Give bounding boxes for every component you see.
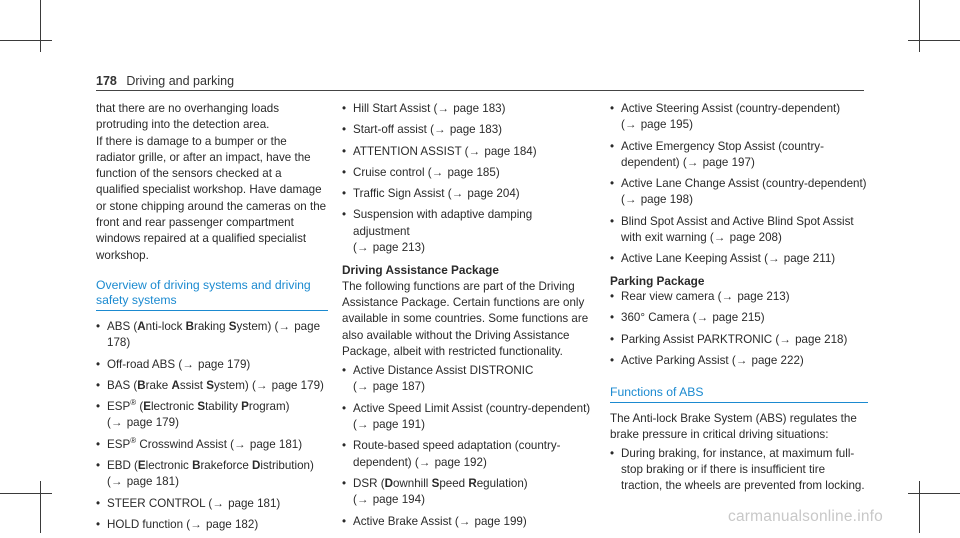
- paragraph: The following functions are part of the Driving Assistance Package. Certain functions are only available in some countries. Some functions are also available without the Driving Assistance Package, albeit with restricted functionality.: [342, 279, 589, 358]
- list-item: • Cruise control (→ page 185): [342, 165, 592, 181]
- list-item: • Parking Assist PARKTRONIC (→ page 218): [610, 332, 868, 348]
- page-ref-link[interactable]: page 179: [198, 357, 247, 371]
- list-item: • Active Speed Limit Assist (country-dependent) (→ page 191): [342, 401, 592, 434]
- list-item: • 360° Camera (→ page 215): [610, 310, 868, 326]
- page-ref-link[interactable]: page 182: [205, 517, 255, 531]
- arrow-icon: →: [212, 496, 224, 510]
- list-item: • During braking, for instance, at maximum full-stop braking or if there is insufficient tire traction, the wheels are prevented from locking.: [610, 446, 868, 495]
- paragraph: that there are no overhanging loads protruding into the detection area.: [96, 102, 280, 132]
- list-item: • BAS (Brake Assist System) (→ page 179): [96, 378, 328, 394]
- list-item: • HOLD function (→ page 182): [96, 517, 328, 533]
- list-item: • Active Lane Change Assist (country-dependent) (→ page 198): [610, 176, 868, 209]
- list-item: • Traffic Sign Assist (→ page 204): [342, 186, 592, 202]
- list-item: • Rear view camera (→ page 213): [610, 289, 868, 305]
- page-ref-link[interactable]: page 198: [640, 193, 690, 207]
- page-ref-link[interactable]: page 204: [467, 187, 516, 201]
- arrow-icon: →: [110, 416, 123, 430]
- list-item: • DSR (Downhill Speed Regulation) (→ page 194): [342, 476, 592, 509]
- crop-mark: [40, 481, 41, 533]
- crop-mark: [0, 493, 52, 494]
- arrow-icon: →: [713, 231, 726, 245]
- arrow-icon: →: [458, 514, 471, 528]
- page-ref-link[interactable]: page 181: [126, 475, 176, 489]
- page-ref-link[interactable]: page 222: [751, 353, 800, 367]
- arrow-icon: →: [190, 517, 202, 531]
- crop-mark: [908, 40, 960, 41]
- page-ref-link[interactable]: page 195: [640, 118, 690, 132]
- arrow-icon: →: [110, 475, 123, 489]
- page-ref-link[interactable]: page 192: [434, 455, 483, 469]
- systems-list: [610, 101, 868, 268]
- chapter-title: Driving and parking: [126, 74, 235, 88]
- page-ref-link[interactable]: page 181: [249, 437, 299, 451]
- arrow-icon: →: [451, 187, 464, 201]
- systems-list: [342, 101, 592, 256]
- list-item: • Start-off assist (→ page 183): [342, 122, 592, 138]
- page-ref-link[interactable]: page 208: [729, 231, 778, 245]
- page-ref-link[interactable]: page 179: [271, 378, 321, 392]
- paragraph: The Anti-lock Brake System (ABS) regulates the brake pressure in critical driving situations:: [610, 412, 857, 442]
- arrow-icon: →: [624, 193, 637, 207]
- arrow-icon: →: [356, 241, 369, 255]
- list-item: • Active Lane Keeping Assist (→ page 211): [610, 251, 868, 267]
- list-item: • ESP® Crosswind Assist (→ page 181): [96, 437, 328, 453]
- page-ref-link[interactable]: page 187: [372, 380, 422, 394]
- page-ref-link[interactable]: page 213: [372, 241, 422, 255]
- list-item: • Blind Spot Assist and Active Blind Spot Assist with exit warning (→ page 208): [610, 214, 868, 247]
- arrow-icon: →: [356, 380, 369, 394]
- crop-mark: [40, 0, 41, 52]
- page-ref-link[interactable]: page 178: [107, 319, 321, 350]
- arrow-icon: →: [431, 165, 444, 179]
- page-ref-link[interactable]: page 194: [372, 493, 422, 507]
- arrow-icon: →: [437, 102, 449, 115]
- list-item: • ABS (Anti-lock Braking System) (→ page 178): [96, 319, 328, 352]
- page-ref-link[interactable]: page 183: [453, 102, 502, 115]
- arrow-icon: →: [418, 455, 431, 469]
- page-ref-link[interactable]: page 218: [795, 332, 844, 346]
- list-item: • STEER CONTROL (→ page 181): [96, 496, 328, 512]
- section-title: Overview of driving systems and driving safety systems: [96, 278, 328, 311]
- paragraph: If there is damage to a bumper or the radiator grille, or after an impact, have the function of the sensors checked at a qualified specialist workshop. Have damage or stone chipping around the cameras on the front and rear passenger compartment windows repaired at a qualified specialist workshop.: [96, 134, 327, 262]
- subheading: Parking Package: [610, 273, 705, 288]
- arrow-icon: →: [779, 332, 791, 346]
- arrow-icon: →: [767, 252, 780, 266]
- page-ref-link[interactable]: page 199: [474, 514, 523, 528]
- page-header: [96, 74, 234, 88]
- list-item: • Active Brake Assist (→ page 199): [342, 514, 592, 530]
- page-ref-link[interactable]: page 179: [126, 416, 176, 430]
- page-ref-link[interactable]: page 185: [447, 165, 496, 179]
- arrow-icon: →: [686, 155, 699, 169]
- arrow-icon: →: [696, 311, 709, 325]
- package-list: [342, 363, 592, 530]
- list-item: • Route-based speed adaptation (country-dependent) (→ page 192): [342, 438, 592, 471]
- column-1: [96, 101, 328, 538]
- arrow-icon: →: [721, 289, 734, 303]
- crop-mark: [919, 481, 920, 533]
- arrow-icon: →: [433, 123, 446, 137]
- list-item: • Active Steering Assist (country-dependent) (→ page 195): [610, 101, 868, 134]
- page-ref-link[interactable]: page 183: [449, 123, 499, 137]
- crop-mark: [908, 493, 960, 494]
- list-item: • ATTENTION ASSIST (→ page 184): [342, 144, 592, 160]
- arrow-icon: →: [356, 493, 369, 507]
- page-ref-link[interactable]: page 211: [783, 252, 832, 266]
- column-2: [342, 101, 592, 535]
- list-item: • Suspension with adaptive damping adjustment (→ page 213): [342, 207, 592, 256]
- arrow-icon: →: [182, 357, 194, 371]
- page-ref-link[interactable]: page 191: [372, 418, 422, 432]
- list-item: • Active Emergency Stop Assist (country-dependent) (→ page 197): [610, 139, 868, 172]
- list-item: • Active Parking Assist (→ page 222): [610, 353, 868, 369]
- systems-list: [96, 319, 328, 533]
- page-ref-link[interactable]: page 197: [702, 155, 751, 169]
- list-item: • Active Distance Assist DISTRONIC (→ page 187): [342, 363, 592, 396]
- section-title: Functions of ABS: [610, 385, 868, 403]
- crop-mark: [919, 0, 920, 52]
- watermark: carmanualsonline.info: [728, 508, 883, 525]
- abs-list: [610, 446, 868, 495]
- arrow-icon: →: [735, 353, 748, 367]
- page-ref-link[interactable]: page 181: [228, 496, 277, 510]
- list-item: • Off-road ABS (→ page 179): [96, 357, 328, 373]
- page-ref-link[interactable]: page 215: [712, 311, 761, 325]
- arrow-icon: →: [278, 319, 290, 333]
- header-rule: [96, 90, 864, 91]
- arrow-icon: →: [624, 118, 637, 132]
- crop-mark: [0, 40, 52, 41]
- column-3: [610, 101, 868, 500]
- list-item: • Hill Start Assist (→ page 183): [342, 101, 592, 117]
- arrow-icon: →: [255, 378, 268, 392]
- parking-list: [610, 289, 868, 369]
- page-number: 178: [96, 74, 117, 88]
- list-item: • EBD (Electronic Brakeforce Distribution) (→ page 181): [96, 458, 328, 491]
- page-ref-link[interactable]: page 184: [484, 144, 533, 158]
- list-item: • ESP® (Electronic Stability Program) (→ page 179): [96, 399, 328, 432]
- subheading: Driving Assistance Package: [342, 263, 499, 278]
- arrow-icon: →: [468, 144, 481, 158]
- arrow-icon: →: [234, 437, 246, 451]
- page-ref-link[interactable]: page 213: [737, 289, 786, 303]
- arrow-icon: →: [356, 418, 369, 432]
